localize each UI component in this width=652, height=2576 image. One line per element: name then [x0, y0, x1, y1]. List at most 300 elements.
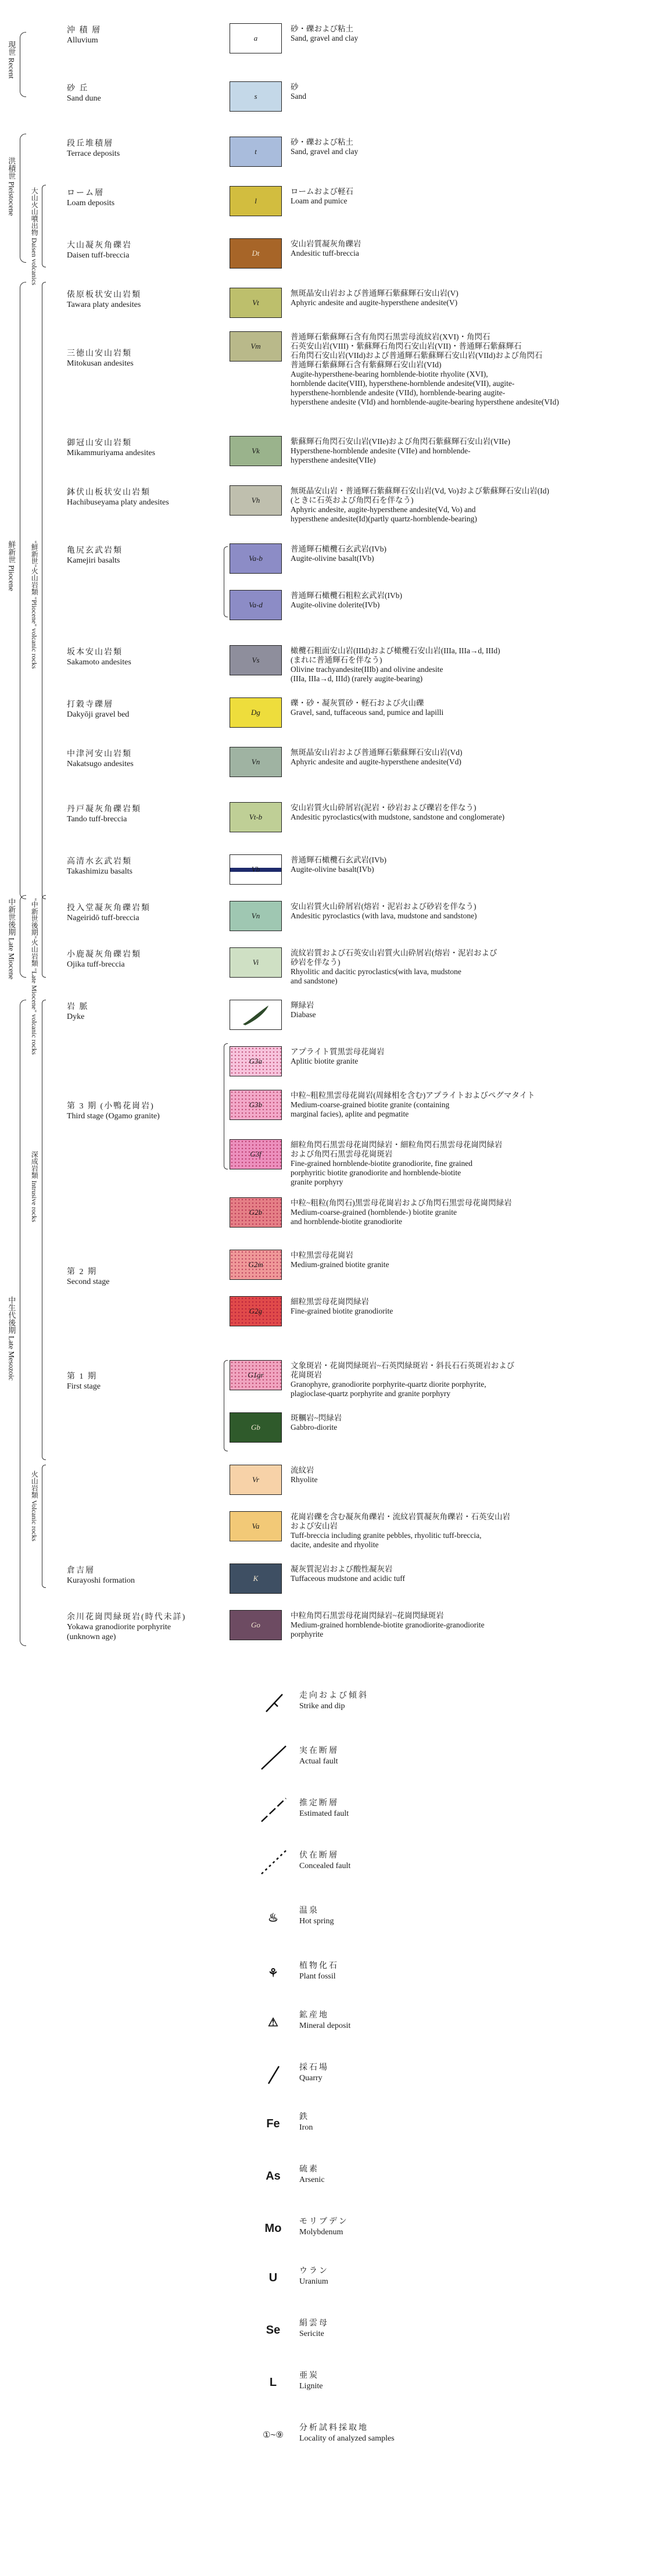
uranium-icon [256, 2264, 291, 2292]
group-label-late-miocene-volcanic: "中新世後期"火山岩類 "Late Miocene" volcanic rocks [30, 898, 39, 1055]
unit-description [291, 1611, 652, 1639]
swatch-code: Va-b [249, 554, 263, 563]
description-line: 中粒~粗粒黒雲母花崗岩(周縁相を含む)アプライトおよびペグマタイト [291, 1091, 535, 1100]
symbol-label-line: Hot spring [299, 1917, 334, 1926]
unit-name [67, 546, 123, 566]
unit-name-en-2: (unknown age) [67, 1633, 116, 1641]
unit-description [291, 1361, 652, 1398]
mineral-deposit-icon [256, 2008, 291, 2036]
description-line: porphyrite [291, 1630, 324, 1638]
description-line: 橄欖石粗面安山岩(IIId)および橄欖石安山岩(IIIa, IIIa→d, IIId) [291, 646, 500, 655]
symbol-label [299, 2217, 349, 2238]
unit-description [291, 949, 652, 986]
description-line: Sand [291, 92, 306, 101]
sub-bracket-first-stage [224, 1360, 228, 1451]
color-swatch [230, 1412, 282, 1443]
group-bracket-daisen [42, 185, 46, 267]
unit-name-en: First stage [67, 1382, 101, 1391]
symbol-label-line: 鉱産地 [299, 2011, 329, 2020]
unit-name [67, 241, 132, 260]
group-bracket-pliocene-volcanic [42, 282, 46, 899]
unit-name-en: Sakamoto andesites [67, 658, 131, 667]
unit-name [67, 903, 151, 923]
description-line: Augite-olivine basalt(IVb) [291, 554, 374, 563]
description-line: Medium-coarse-grained biotite granite (containing [291, 1100, 450, 1109]
symbol-label-line: 亜炭 [299, 2371, 319, 2380]
unit-name-jp: 第 1 期 [67, 1372, 97, 1381]
unit-description [291, 803, 652, 822]
unit-name [67, 1002, 89, 1022]
color-swatch [230, 137, 282, 167]
strike-dip-icon [256, 1688, 291, 1716]
symbol-label-line: 伏在断層 [299, 1851, 339, 1860]
unit-description [291, 138, 652, 156]
swatch-code: G3f [250, 1150, 261, 1158]
group-label-intrusive: 深成岩類 Intrusive rocks [30, 1151, 39, 1222]
unit-name-jp: 余川花崗閃緑斑岩(時代未詳) [67, 1613, 187, 1622]
description-line: Augite-olivine basalt(IVb) [291, 865, 374, 874]
description-line: Loam and pumice [291, 196, 348, 205]
unit-name-en: Kamejiri basalts [67, 556, 120, 565]
unit-name-en: Mikammuriyama andesites [67, 449, 156, 457]
description-line: 石角閃石安山岩(VIId)および普通輝石紫蘇輝石安山岩(VIId)および角閃石 [291, 351, 543, 360]
description-line: (ときに石英および角閃石を伴なう) [291, 496, 414, 505]
description-line: 中粒黒雲母花崗岩 [291, 1251, 353, 1260]
color-swatch [230, 697, 282, 728]
symbol-glyph: L [269, 2375, 277, 2389]
group-bracket-late-miocene-volcanic [42, 895, 46, 978]
description-line: Aplitic biotite granite [291, 1057, 359, 1065]
description-line: (IIIa, IIIa→d, IIId) (rarely augite-bearing) [291, 674, 423, 683]
description-line: Rhyolitic and dacitic pyroclastics(with lava, mudstone [291, 967, 461, 976]
description-line: 無斑晶安山岩および普通輝石紫蘇輝石安山岩(Vd) [291, 748, 463, 757]
unit-name-jp: 三徳山安山岩類 [67, 349, 132, 358]
symbol-label [299, 1798, 349, 1819]
unit-name [67, 1566, 135, 1586]
unit-description [291, 289, 652, 307]
diabase-dyke-icon [238, 1003, 273, 1026]
unit-name [67, 26, 101, 45]
color-swatch [230, 1564, 282, 1594]
description-line: 中粒角閃石黒雲母花崗閃緑岩~花崗閃緑斑岩 [291, 1611, 444, 1620]
sericite-icon [256, 2316, 291, 2344]
unit-name-jp: 第 2 期 [67, 1268, 97, 1276]
unit-name-jp: 御冠山安山岩類 [67, 439, 132, 448]
swatch-code: Vi [252, 958, 259, 967]
unit-name-en: Sand dune [67, 94, 101, 103]
symbol-label [299, 1746, 339, 1767]
swatch-code: Va-d [249, 600, 263, 609]
unit-name-jp: ローム層 [67, 189, 104, 198]
description-line: Rhyolite [291, 1475, 318, 1484]
description-line: hypersthene andesite(VIIe) [291, 456, 376, 464]
symbol-glyph: ①~⑨ [263, 2430, 284, 2440]
symbol-label-line: Mineral deposit [299, 2022, 351, 2030]
description-line: marginal facies), aplite and pegmatite [291, 1110, 409, 1118]
unit-name-en: Mitokusan andesites [67, 359, 134, 368]
symbol-glyph: ⚠ [268, 2016, 278, 2029]
group-bracket-volcanic [42, 1465, 46, 1588]
unit-name [67, 1267, 109, 1287]
color-swatch [230, 238, 282, 269]
concealed-fault-icon [256, 1848, 291, 1876]
swatch-code: Vs [252, 656, 260, 664]
symbol-row [256, 2369, 604, 2403]
swatch-code: Gb [251, 1423, 260, 1432]
symbol-row [256, 2110, 604, 2145]
description-line: hornblende dacite(VIII), hypersthene-hornblende andesite(VII), augite- [291, 379, 515, 388]
description-line: 砂・礫および粘土 [291, 138, 353, 146]
arsenic-icon [256, 2162, 291, 2190]
unit-name-jp: 丹戸凝灰角礫岩類 [67, 805, 141, 814]
description-line: 普通輝石紫蘇輝石含有角閃石黒雲母流紋岩(XVI)・角閃石 [291, 332, 490, 341]
description-line: 砂・礫および粘土 [291, 24, 353, 33]
description-line: Sand, gravel and clay [291, 147, 359, 156]
color-swatch [230, 485, 282, 516]
description-line: 斑糲岩~閃緑岩 [291, 1414, 342, 1422]
description-line: Augite-olivine dolerite(IVb) [291, 600, 380, 609]
unit-name-jp: 倉吉層 [67, 1566, 95, 1575]
symbol-label-line: 実在断層 [299, 1747, 339, 1755]
symbol-label-line: 分析試料採取地 [299, 2424, 368, 2432]
unit-name-jp: 岩 脈 [67, 1003, 89, 1011]
unit-name-en: Hachibuseyama platy andesites [67, 498, 169, 507]
description-line: Gravel, sand, tuffaceous sand, pumice and lapilli [291, 708, 444, 717]
sub-bracket-kamejiri [224, 546, 228, 617]
unit-name [67, 488, 169, 507]
symbol-row [256, 2421, 604, 2456]
color-swatch [230, 1090, 282, 1120]
swatch-code: Vm [250, 342, 261, 350]
unit-name-jp: 第 3 期 (小鴨花崗岩) [67, 1102, 155, 1111]
symbol-row [256, 2264, 604, 2299]
unit-description [291, 1466, 652, 1484]
era-bracket-late-mesozoic [20, 1000, 26, 1646]
description-line: hypersthene-hornblende andesite (VIId), hornblende-bearing augite- [291, 388, 506, 397]
unit-name [67, 438, 155, 458]
unit-name [67, 1372, 101, 1391]
description-line: 細粒角閃石黒雲母花崗閃緑岩・細粒角閃石黒雲母花崗閃緑岩 [291, 1140, 503, 1149]
unit-name-jp: 沖 積 層 [67, 26, 101, 35]
swatch-code: Va [252, 1522, 260, 1530]
unit-description [291, 1251, 652, 1269]
symbol-label-line: 鉄 [299, 2113, 309, 2121]
symbol-glyph: Fe [266, 2117, 280, 2130]
unit-name-en: Loam deposits [67, 199, 115, 207]
color-swatch [230, 186, 282, 216]
symbol-label-line: 推定断層 [299, 1799, 339, 1808]
swatch-code: G2b [249, 1208, 263, 1217]
unit-name-en: Terrace deposits [67, 149, 120, 158]
symbol-label-line: Iron [299, 2123, 313, 2132]
description-line: 花崗斑岩 [291, 1371, 322, 1379]
symbol-row [256, 1959, 604, 1994]
color-swatch [230, 1465, 282, 1495]
description-line: Aphyric andesite, augite-hypersthene andesite(Vd, Vo) and [291, 505, 476, 514]
era-label-recent: 現世 Recent [7, 41, 16, 79]
era-bracket-recent [20, 32, 26, 97]
color-swatch [230, 802, 282, 832]
symbol-glyph: As [266, 2169, 281, 2183]
symbol-label [299, 2063, 329, 2084]
symbol-row [256, 1848, 604, 1883]
swatch-code: l [255, 196, 257, 205]
description-line: Diabase [291, 1010, 316, 1019]
unit-description [291, 591, 652, 610]
description-line: Medium-grained biotite granite [291, 1260, 389, 1269]
color-swatch [230, 81, 282, 112]
color-swatch [230, 1139, 282, 1169]
color-swatch [230, 543, 282, 574]
color-swatch [230, 901, 282, 931]
symbol-label-line: 走向および傾斜 [299, 1691, 368, 1700]
description-line: 普通輝石橄欖石玄武岩(IVb) [291, 545, 386, 553]
symbol-row [256, 1796, 604, 1831]
swatch-code: Vr [252, 1475, 260, 1484]
swatch-code: G3b [249, 1100, 263, 1109]
color-swatch [230, 590, 282, 620]
symbol-row [256, 1688, 604, 1723]
symbol-label-line: Estimated fault [299, 1809, 349, 1818]
unit-description [291, 187, 652, 206]
color-swatch [230, 1250, 282, 1280]
actual-fault-icon [256, 1744, 291, 1772]
description-line: Fine-grained biotite granodiorite [291, 1307, 393, 1315]
symbol-row [256, 2060, 604, 2095]
unit-name [67, 1612, 186, 1642]
description-line: 安山岩質火山砕屑岩(泥岩・砂岩および礫岩を伴なう) [291, 803, 477, 812]
unit-description [291, 1565, 652, 1583]
description-line: and sandstone) [291, 976, 338, 985]
description-line: 細粒黒雲母花崗閃緑岩 [291, 1297, 369, 1306]
unit-description [291, 486, 652, 524]
swatch-code: Vn [251, 757, 260, 766]
color-swatch [230, 1610, 282, 1640]
group-label-volcanic: 火山岩類 Volcanic rocks [30, 1471, 39, 1541]
color-swatch [230, 1197, 282, 1228]
swatch-code: Vn [251, 911, 260, 920]
unit-description [291, 332, 652, 407]
symbol-label [299, 2423, 395, 2444]
description-line: 流紋岩 [291, 1466, 314, 1475]
swatch-code: G2g [249, 1307, 263, 1315]
description-line: 砂岩を伴なう) [291, 958, 341, 967]
symbol-row [256, 2214, 604, 2249]
unit-name [67, 290, 141, 310]
color-swatch [230, 331, 282, 362]
description-line: Hypersthene-hornblende andesite (VIIe) and hornblende- [291, 446, 471, 455]
unit-description [291, 239, 652, 258]
unit-name-jp: 鉢伏山板状安山岩類 [67, 488, 151, 497]
symbol-label-line: Uranium [299, 2277, 328, 2286]
description-line: 凝灰質泥岩および酸性凝灰岩 [291, 1565, 393, 1573]
unit-name-en: Takashimizu basalts [67, 867, 132, 876]
unit-name-jp: 俵原板状安山岩類 [67, 291, 141, 299]
description-line: 輝緑岩 [291, 1001, 314, 1010]
description-line: hypersthene andesite(Id)(partly quartz-hornblende-bearing) [291, 514, 477, 523]
unit-description [291, 1297, 652, 1316]
symbol-label [299, 2266, 329, 2287]
description-line: Granophyre, granodiorite porphyrite-quartz diorite porphyrite, [291, 1380, 486, 1389]
sub-bracket-third-stage [224, 1043, 228, 1169]
description-line: porphyritic biotite granodiorite and hornblende-biotite [291, 1168, 461, 1177]
swatch-code: a [253, 34, 258, 42]
color-swatch [230, 1046, 282, 1076]
quarry-icon [256, 2060, 291, 2088]
era-label-pliocene: 鮮新世 Pliocene [7, 541, 16, 592]
symbol-label-line: Quarry [299, 2074, 323, 2083]
description-line: Gabbro-diorite [291, 1423, 338, 1432]
unit-name-en: Yokawa granodiorite porphyrite [67, 1623, 171, 1632]
swatch-code: Vk [252, 446, 260, 455]
unit-description [291, 748, 652, 767]
description-line: 安山岩質凝灰角礫岩 [291, 239, 361, 248]
description-line: Tuffaceous mudstone and acidic tuff [291, 1574, 405, 1583]
symbol-label [299, 1691, 368, 1712]
unit-name [67, 700, 129, 720]
unit-description [291, 1047, 652, 1066]
plant-fossil-icon [256, 1959, 291, 1987]
color-swatch [230, 436, 282, 466]
symbol-label-line: 採石場 [299, 2063, 329, 2072]
symbol-label-line: Locality of analyzed samples [299, 2434, 395, 2443]
symbol-label-line: Actual fault [299, 1757, 338, 1766]
unit-description [291, 1198, 652, 1226]
era-bracket-late-miocene [20, 895, 26, 978]
color-swatch [230, 288, 282, 318]
description-line: 石英安山岩(VIII)・紫蘇輝石角閃石安山岩(VII)・普通輝石紫蘇輝石 [291, 342, 522, 350]
estimated-fault-icon [256, 1796, 291, 1824]
group-label-daisen: 大山火山噴出物 Daisen volcanics [30, 187, 39, 285]
unit-name [67, 749, 134, 769]
description-line: 花崗岩礫を含む凝灰角礫岩・流紋岩質凝灰角礫岩・石英安山岩 [291, 1512, 510, 1521]
iron-icon [256, 2110, 291, 2138]
symbol-label-line: Lignite [299, 2382, 323, 2391]
symbol-label-line: Plant fossil [299, 1972, 336, 1981]
unit-name-jp: 段丘堆積層 [67, 139, 113, 148]
era-label-pleistocene: 洪積世 Pleistocene [7, 157, 16, 216]
symbol-glyph: ⚘ [268, 1966, 278, 1980]
swatch-code: G3a [249, 1057, 263, 1065]
symbol-label-line: モリブデン [299, 2217, 349, 2226]
lignite-icon [256, 2369, 291, 2396]
description-line: Medium-coarse-grained (hornblende-) biotite granite [291, 1208, 457, 1217]
symbol-label [299, 1851, 350, 1872]
symbol-label [299, 2010, 350, 2031]
unit-description [291, 1512, 652, 1550]
symbol-row [256, 1904, 604, 1938]
unit-name [67, 139, 120, 159]
symbol-label-line: Strike and dip [299, 1702, 345, 1711]
description-line: 紫蘇輝石角閃石安山岩(VIIe)および角閃石紫蘇輝石安山岩(VIIe) [291, 437, 510, 446]
symbol-label [299, 2319, 329, 2339]
unit-name-jp: 中津河安山岩類 [67, 750, 132, 759]
analyzed-samples-icon [256, 2421, 291, 2449]
hot-spring-icon [256, 1904, 291, 1931]
unit-name-en: Third stage (Ogamo granite) [67, 1112, 160, 1121]
swatch-code: G1gr [248, 1371, 264, 1379]
unit-name [67, 1101, 160, 1121]
symbol-row [256, 1744, 604, 1779]
symbol-glyph: U [268, 2271, 278, 2284]
unit-name-en: Daisen tuff-breccia [67, 251, 130, 260]
swatch-code: G2m [248, 1260, 263, 1269]
unit-description [291, 1140, 652, 1187]
color-swatch [230, 23, 282, 53]
symbol-label-line: 絹雲母 [299, 2319, 329, 2328]
swatch-code: Vt-b [249, 813, 263, 821]
era-bracket-pliocene [20, 282, 26, 899]
swatch-code: K [253, 1574, 259, 1583]
swatch-code: Vb [251, 865, 260, 874]
description-line: 流紋岩質および石英安山岩質火山砕屑岩(熔岩・泥岩および [291, 949, 497, 957]
description-line: 中粒~粗粒(角閃石)黒雲母花崗岩および角閃石黒雲母花崗閃緑岩 [291, 1198, 512, 1207]
unit-name [67, 950, 141, 969]
symbol-label-line: 植物化石 [299, 1962, 339, 1970]
description-line: 安山岩質火山砕屑岩(熔岩・泥岩および砂岩を伴なう) [291, 902, 477, 911]
group-label-pliocene-volcanic: "鮮新世"火山岩類 "Pliocene" volcanic rocks [30, 541, 39, 669]
unit-description [291, 856, 652, 874]
symbol-label-line: 硫素 [299, 2165, 319, 2174]
symbol-label-line: Sericite [299, 2330, 324, 2338]
symbol-glyph: ♨ [268, 1911, 278, 1924]
description-line: および安山岩 [291, 1522, 338, 1530]
swatch-code: Dt [252, 249, 260, 257]
symbol-label [299, 2112, 313, 2133]
unit-name [67, 188, 114, 208]
description-line: ロームおよび軽石 [291, 187, 353, 196]
symbol-row [256, 2316, 604, 2351]
description-line: Andesitic pyroclastics (with lava, mudstone and sandstone) [291, 911, 477, 920]
unit-name-jp: 打穀寺礫層 [67, 700, 113, 709]
swatch-code: Dg [251, 708, 260, 717]
swatch-code: s [254, 92, 257, 101]
description-line: 無斑晶安山岩および普通輝石紫蘇輝石安山岩(V) [291, 289, 458, 298]
unit-name-en: Ojika tuff-breccia [67, 960, 125, 969]
description-line: Tuff-breccia including granite pebbles, rhyolitic tuff-breccia, [291, 1531, 482, 1540]
unit-name-en: Dyke [67, 1012, 85, 1021]
unit-name-en: Tawara platy andesites [67, 300, 141, 309]
unit-name-en: Alluvium [67, 36, 98, 45]
description-line: Andesitic tuff-breccia [291, 249, 359, 257]
description-line: plagioclase-quartz porphyrite and granite porphyry [291, 1389, 451, 1398]
unit-name-jp: 坂本安山岩類 [67, 648, 123, 657]
description-line: Aphyric andesite and augite-hypersthene andesite(Vd) [291, 757, 461, 766]
group-bracket-intrusive [42, 1000, 46, 1460]
description-line: Fine-grained hornblende-biotite granodiorite, fine grained [291, 1159, 473, 1168]
description-line: Aphyric andesite and augite-hypersthene andesite(V) [291, 298, 458, 307]
description-line: および角閃石黒雲母花崗斑岩 [291, 1150, 393, 1158]
symbol-label [299, 1961, 339, 1982]
description-line: granite porphyry [291, 1178, 343, 1186]
symbol-label [299, 2164, 325, 2185]
color-swatch [230, 1000, 282, 1030]
era-label-late-miocene: 中新世後期 Late Miocene [7, 898, 16, 980]
unit-name [67, 349, 134, 368]
unit-description [291, 1414, 652, 1432]
color-swatch [230, 747, 282, 777]
unit-name [67, 857, 132, 876]
unit-name-en: Nakatsugo andesites [67, 760, 134, 768]
color-swatch [230, 645, 282, 675]
symbol-label-line: Concealed fault [299, 1862, 351, 1870]
description-line: 普通輝石紫蘇輝石含有紫蘇輝石安山岩(VId) [291, 360, 442, 369]
symbol-glyph: Se [266, 2323, 281, 2337]
unit-name-jp: 投入堂凝灰角礫岩類 [67, 904, 151, 913]
description-line: 無斑晶安山岩・普通輝石紫蘇輝石安山岩(Vd, Vo)および紫蘇輝石安山岩(Id) [291, 486, 549, 495]
unit-name-jp: 小鹿凝灰角礫岩類 [67, 950, 141, 959]
description-line: アプライト質黒雲母花崗岩 [291, 1047, 385, 1056]
